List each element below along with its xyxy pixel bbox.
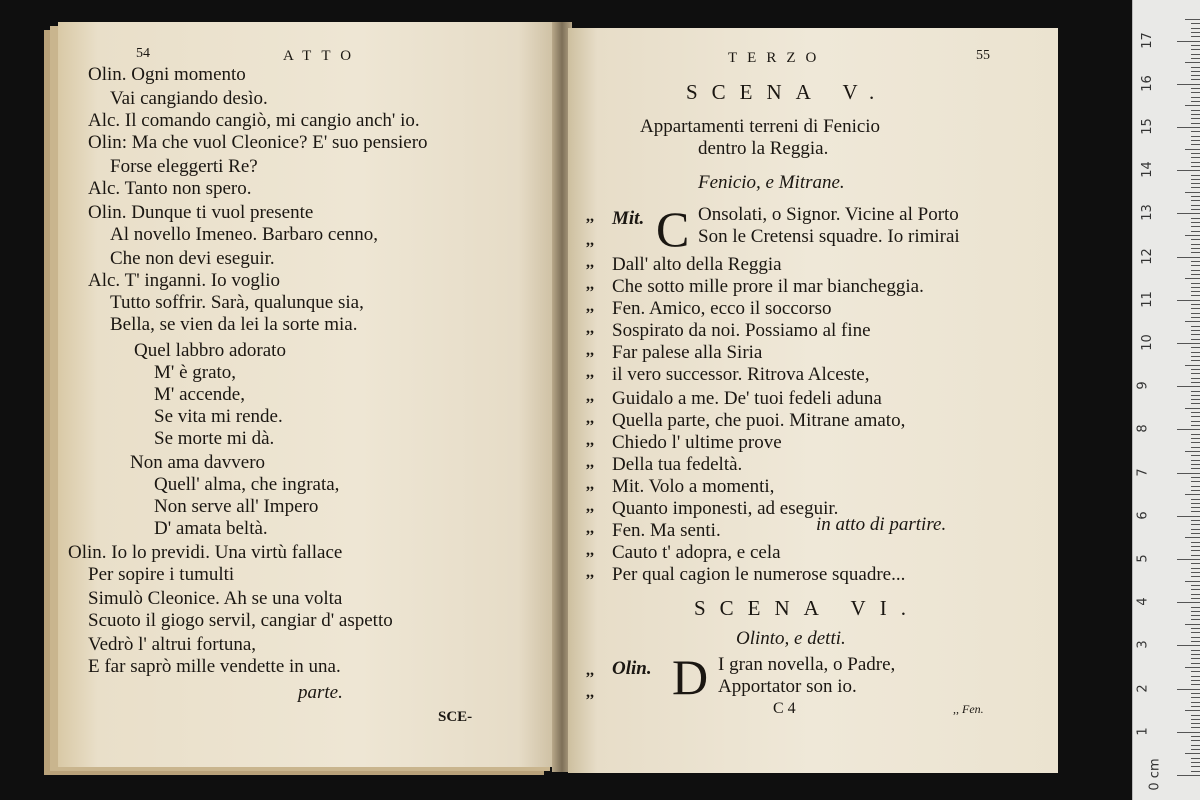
quote-mark: ,,	[586, 254, 594, 271]
ruler-label: 14	[1139, 161, 1155, 178]
verse-line: Chiedo l' ultime prove	[612, 432, 782, 453]
quote-mark: ,,	[586, 476, 594, 493]
ruler-tick	[1191, 239, 1200, 240]
ruler-tick	[1191, 252, 1200, 253]
quote-mark: ,,	[586, 684, 594, 701]
verse-line: Cauto t' adopra, e cela	[612, 542, 781, 563]
setting-line: Appartamenti terreni di Fenicio	[640, 116, 881, 137]
ruler-tick	[1185, 581, 1200, 582]
ruler-label: 1	[1135, 727, 1151, 736]
ruler-label: 11	[1139, 291, 1155, 308]
ruler-tick	[1191, 736, 1200, 737]
quote-mark: ,,	[586, 276, 594, 293]
ruler-tick	[1191, 369, 1200, 370]
ruler-tick	[1191, 654, 1200, 655]
ruler-tick	[1191, 92, 1200, 93]
verse-line: Bella, se vien da lei la sorte mia.	[110, 314, 358, 335]
ruler-tick	[1191, 283, 1200, 284]
ruler-tick	[1191, 632, 1200, 633]
ruler-tick	[1191, 403, 1200, 404]
setting-line: dentro la Reggia.	[698, 138, 829, 159]
ruler-tick	[1185, 62, 1200, 63]
ruler-tick	[1191, 438, 1200, 439]
ruler-tick	[1191, 209, 1200, 210]
ruler-tick	[1191, 594, 1200, 595]
ruler-tick	[1191, 356, 1200, 357]
ruler-tick	[1191, 339, 1200, 340]
ruler-tick	[1191, 222, 1200, 223]
ruler-tick	[1191, 265, 1200, 266]
verse-line: Tutto soffrir. Sarà, qualunque sia,	[110, 292, 364, 313]
ruler-tick	[1191, 79, 1200, 80]
ruler-label: 0 cm	[1147, 758, 1163, 791]
ruler-tick	[1177, 127, 1200, 128]
ruler-tick	[1191, 399, 1200, 400]
ruler-tick	[1191, 585, 1200, 586]
ruler-tick	[1191, 671, 1200, 672]
ruler-tick	[1191, 650, 1200, 651]
ruler-tick	[1191, 542, 1200, 543]
ruler-tick	[1191, 175, 1200, 176]
quote-mark: ,,	[586, 662, 594, 679]
verse-line: Simulò Cleonice. Ah se una volta	[88, 588, 343, 609]
ruler-tick	[1191, 205, 1200, 206]
ruler-tick	[1185, 494, 1200, 495]
ruler-tick	[1191, 326, 1200, 327]
measurement-ruler	[1132, 0, 1200, 800]
verse-line: Mit. Volo a momenti,	[612, 476, 775, 497]
stage-direction: in atto di partire.	[816, 514, 947, 535]
ruler-label: 13	[1139, 204, 1155, 222]
quote-mark: ,,	[586, 564, 594, 581]
ruler-tick	[1191, 382, 1200, 383]
ruler-tick	[1191, 758, 1200, 759]
ruler-tick	[1177, 41, 1200, 42]
ruler-tick	[1191, 576, 1200, 577]
ruler-tick	[1185, 537, 1200, 538]
ruler-tick	[1191, 187, 1200, 188]
ruler-tick	[1191, 680, 1200, 681]
ruler-tick	[1191, 425, 1200, 426]
scene-title: SCENA VI.	[694, 596, 920, 620]
speaker: Olin.	[612, 658, 652, 679]
drop-cap: D	[672, 649, 709, 705]
ruler-tick	[1191, 434, 1200, 435]
ruler-label: 4	[1135, 597, 1151, 606]
ruler-tick	[1191, 589, 1200, 590]
ruler-tick	[1177, 602, 1200, 603]
ruler-tick	[1191, 308, 1200, 309]
verse-line: Olin. Io lo previdi. Una virtù fallace	[68, 542, 343, 563]
ruler-tick	[1191, 54, 1200, 55]
ruler-tick	[1191, 619, 1200, 620]
ruler-tick	[1177, 84, 1200, 85]
ruler-tick	[1185, 278, 1200, 279]
ruler-tick	[1191, 766, 1200, 767]
ruler-tick	[1191, 693, 1200, 694]
ruler-label: 16	[1139, 75, 1155, 92]
ruler-tick	[1191, 28, 1200, 29]
ruler-tick	[1191, 511, 1200, 512]
ruler-tick	[1191, 481, 1200, 482]
ruler-tick	[1185, 105, 1200, 106]
drop-cap: C	[656, 201, 690, 257]
ruler-tick	[1191, 101, 1200, 102]
ruler-tick	[1191, 144, 1200, 145]
quote-mark: ,,	[586, 498, 594, 515]
ruler-tick	[1191, 153, 1200, 154]
ruler-tick	[1191, 676, 1200, 677]
ruler-tick	[1177, 473, 1200, 474]
ruler-tick	[1191, 179, 1200, 180]
verse-line: Quell' alma, che ingrata,	[154, 474, 340, 495]
verse-line: Apportator son io.	[718, 676, 857, 697]
ruler-tick	[1191, 464, 1200, 465]
ruler-tick	[1191, 607, 1200, 608]
quote-mark: ,,	[586, 542, 594, 559]
ruler-tick	[1191, 637, 1200, 638]
ruler-tick	[1177, 689, 1200, 690]
quote-mark: ,,	[586, 232, 594, 249]
ruler-tick	[1191, 550, 1200, 551]
ruler-tick	[1177, 429, 1200, 430]
verse-line: Della tua fedeltà.	[612, 454, 743, 475]
verse-line: parte.	[298, 682, 343, 703]
characters-line: Fenicio, e Mitrane.	[698, 172, 845, 193]
ruler-tick	[1191, 702, 1200, 703]
left-page	[58, 22, 558, 767]
verse-line: Son le Cretensi squadre. Io rimirai	[698, 226, 960, 247]
verse-line: Far palese alla Siria	[612, 342, 763, 363]
ruler-tick	[1191, 67, 1200, 68]
ruler-tick	[1191, 460, 1200, 461]
ruler-label: 2	[1135, 683, 1151, 693]
ruler-tick	[1191, 75, 1200, 76]
ruler-label: 12	[1139, 247, 1155, 265]
ruler-tick	[1191, 162, 1200, 163]
ruler-tick	[1191, 244, 1200, 245]
ruler-tick	[1185, 408, 1200, 409]
running-header: ATTO	[283, 48, 362, 64]
ruler-tick	[1177, 645, 1200, 646]
ruler-tick	[1191, 697, 1200, 698]
ruler-tick	[1191, 684, 1200, 685]
verse-line: Alc. T' inganni. Io voglio	[88, 270, 280, 291]
ruler-tick	[1191, 503, 1200, 504]
ruler-tick	[1191, 546, 1200, 547]
ruler-tick	[1191, 727, 1200, 728]
ruler-tick	[1191, 360, 1200, 361]
ruler-tick	[1191, 615, 1200, 616]
ruler-tick	[1191, 391, 1200, 392]
verse-line: D' amata beltà.	[154, 518, 268, 539]
ruler-tick	[1191, 196, 1200, 197]
ruler-tick	[1191, 762, 1200, 763]
verse-line: Onsolati, o Signor. Vicine al Porto	[698, 204, 959, 225]
ruler-tick	[1191, 200, 1200, 201]
ruler-label: 6	[1135, 511, 1151, 520]
ruler-tick	[1191, 477, 1200, 478]
ruler-tick	[1185, 667, 1200, 668]
verse-line: Alc. Il comando cangiò, mi cangio anch' io.	[88, 110, 420, 131]
ruler-tick	[1191, 313, 1200, 314]
verse-line: I gran novella, o Padre,	[718, 654, 896, 675]
ruler-tick	[1177, 516, 1200, 517]
ruler-tick	[1191, 88, 1200, 89]
ruler-tick	[1191, 533, 1200, 534]
verse-line: Olin: Ma che vuol Cleonice? E' suo pensiero	[88, 132, 428, 153]
ruler-tick	[1191, 563, 1200, 564]
verse-line: Non ama davvero	[130, 452, 266, 473]
ruler-tick	[1191, 486, 1200, 487]
ruler-tick	[1191, 330, 1200, 331]
ruler-tick	[1191, 231, 1200, 232]
ruler-tick	[1191, 455, 1200, 456]
quote-mark: ,,	[586, 364, 594, 381]
verse-line: E far saprò mille vendette in una.	[88, 656, 341, 677]
ruler-tick	[1191, 136, 1200, 137]
scene-title: SCENA V.	[686, 80, 889, 104]
verse-line: M' accende,	[154, 384, 245, 405]
ruler-tick	[1177, 257, 1200, 258]
verse-line: Non serve all' Impero	[154, 496, 319, 517]
verse-line: Fen. Amico, ecco il soccorso	[612, 298, 832, 319]
ruler-tick	[1191, 447, 1200, 448]
ruler-tick	[1191, 641, 1200, 642]
verse-line: Olin. Ogni momento	[88, 64, 246, 85]
ruler-tick	[1191, 421, 1200, 422]
ruler-tick	[1191, 507, 1200, 508]
verse-line: Se vita mi rende.	[154, 406, 283, 427]
page-number: 54	[136, 46, 150, 61]
verse-line: Forse eleggerti Re?	[110, 156, 258, 177]
quote-mark: ,,	[586, 410, 594, 427]
ruler-tick	[1191, 373, 1200, 374]
ruler-tick	[1191, 442, 1200, 443]
ruler-tick	[1191, 49, 1200, 50]
ruler-tick	[1191, 157, 1200, 158]
ruler-tick	[1191, 412, 1200, 413]
quote-mark: ,,	[586, 208, 594, 225]
ruler-tick	[1191, 520, 1200, 521]
verse-line: Dall' alto della Reggia	[612, 254, 782, 275]
ruler-tick	[1191, 118, 1200, 119]
ruler-tick	[1177, 300, 1200, 301]
characters-line: Olinto, e detti.	[736, 628, 846, 649]
ruler-tick	[1191, 745, 1200, 746]
quote-mark: ,,	[586, 432, 594, 449]
ruler-tick	[1177, 386, 1200, 387]
ruler-tick	[1191, 555, 1200, 556]
quote-mark: ,,	[586, 320, 594, 337]
ruler-tick	[1191, 499, 1200, 500]
ruler-label: 3	[1135, 640, 1151, 650]
ruler-tick	[1185, 710, 1200, 711]
speaker: Mit.	[612, 208, 645, 229]
verse-line: Olin. Dunque ti vuol presente	[88, 202, 314, 223]
ruler-tick	[1191, 36, 1200, 37]
verse-line: Che sotto mille prore il mar biancheggia.	[612, 276, 924, 297]
ruler-tick	[1191, 723, 1200, 724]
ruler-tick	[1185, 624, 1200, 625]
ruler-tick	[1191, 287, 1200, 288]
ruler-tick	[1191, 226, 1200, 227]
ruler-tick	[1191, 248, 1200, 249]
ruler-tick	[1191, 71, 1200, 72]
ruler-tick	[1191, 628, 1200, 629]
ruler-tick	[1191, 291, 1200, 292]
ruler-tick	[1191, 114, 1200, 115]
ruler-label: 9	[1135, 381, 1151, 390]
ruler-tick	[1191, 58, 1200, 59]
ruler-tick	[1191, 572, 1200, 573]
ruler-tick	[1191, 490, 1200, 491]
ruler-tick	[1191, 719, 1200, 720]
quote-mark: ,,	[586, 342, 594, 359]
ruler-tick	[1185, 19, 1200, 20]
ruler-tick	[1177, 775, 1200, 776]
ruler-tick	[1191, 32, 1200, 33]
ruler-label: 10	[1139, 334, 1155, 351]
ruler-tick	[1191, 97, 1200, 98]
ruler-tick	[1177, 343, 1200, 344]
ruler-tick	[1185, 149, 1200, 150]
ruler-tick	[1191, 45, 1200, 46]
ruler-label: 8	[1135, 424, 1151, 434]
ruler-tick	[1191, 395, 1200, 396]
ruler-tick	[1191, 270, 1200, 271]
ruler-tick	[1191, 334, 1200, 335]
verse-line: Quanto imponesti, ad eseguir.	[612, 498, 839, 519]
ruler-tick	[1191, 524, 1200, 525]
ruler-tick	[1191, 352, 1200, 353]
ruler-tick	[1191, 140, 1200, 141]
ruler-tick	[1191, 749, 1200, 750]
ruler-tick	[1191, 416, 1200, 417]
ruler-label: 15	[1139, 118, 1155, 135]
verse-line: Sospirato da noi. Possiamo al fine	[612, 320, 871, 341]
ruler-tick	[1191, 183, 1200, 184]
ruler-tick	[1191, 166, 1200, 167]
ruler-tick	[1177, 170, 1200, 171]
verse-line: Vai cangiando desìo.	[110, 88, 268, 109]
ruler-tick	[1191, 295, 1200, 296]
page-number: 55	[976, 48, 990, 63]
catchword: ,, Fen.	[953, 702, 984, 716]
ruler-tick	[1191, 261, 1200, 262]
verse-line: Per qual cagion le numerose squadre...	[612, 564, 906, 585]
verse-line: M' è grato,	[154, 362, 237, 383]
verse-line: Quella parte, che puoi. Mitrane amato,	[612, 410, 906, 431]
verse-line: Se morte mi dà.	[154, 428, 275, 449]
ruler-label: 7	[1135, 467, 1151, 477]
ruler-tick	[1191, 529, 1200, 530]
quote-mark: ,,	[586, 388, 594, 405]
ruler-tick	[1191, 611, 1200, 612]
verse-line: Vedrò l' altrui fortuna,	[88, 634, 257, 655]
ruler-tick	[1191, 347, 1200, 348]
verse-line: Fen. Ma senti.	[612, 520, 721, 541]
ruler-tick	[1191, 706, 1200, 707]
right-page	[568, 28, 1058, 773]
ruler-tick	[1191, 658, 1200, 659]
verse-line: SCE-	[438, 709, 473, 725]
signature-mark: C 4	[773, 700, 796, 717]
ruler-label: 5	[1135, 554, 1151, 563]
ruler-tick	[1191, 378, 1200, 379]
ruler-tick	[1177, 732, 1200, 733]
ruler-tick	[1191, 218, 1200, 219]
ruler-tick	[1185, 753, 1200, 754]
ruler-tick	[1191, 274, 1200, 275]
ruler-tick	[1191, 715, 1200, 716]
verse-line: Per sopire i tumulti	[88, 564, 235, 585]
quote-mark: ,,	[586, 520, 594, 537]
ruler-tick	[1191, 598, 1200, 599]
verse-line: Al novello Imeneo. Barbaro cenno,	[110, 224, 379, 245]
ruler-tick	[1191, 468, 1200, 469]
ruler-tick	[1191, 131, 1200, 132]
ruler-tick	[1185, 192, 1200, 193]
ruler-tick	[1191, 304, 1200, 305]
ruler-label: 17	[1139, 31, 1155, 49]
verse-line: Che non devi eseguir.	[110, 248, 275, 269]
ruler-tick	[1185, 365, 1200, 366]
ruler-tick	[1191, 740, 1200, 741]
verse-line: Guidalo a me. De' tuoi fedeli aduna	[612, 388, 882, 409]
verse-line: il vero successor. Ritrova Alceste,	[612, 364, 870, 385]
quote-mark: ,,	[586, 298, 594, 315]
ruler-tick	[1191, 123, 1200, 124]
ruler-tick	[1185, 451, 1200, 452]
ruler-tick	[1185, 235, 1200, 236]
verse-line: Scuoto il giogo servil, cangiar d' aspetto	[88, 610, 393, 631]
running-header: TERZO	[728, 50, 827, 66]
ruler-tick	[1177, 559, 1200, 560]
ruler-tick	[1185, 321, 1200, 322]
ruler-tick	[1191, 317, 1200, 318]
ruler-tick	[1191, 663, 1200, 664]
ruler-tick	[1191, 110, 1200, 111]
ruler-tick	[1191, 23, 1200, 24]
verse-line: Quel labbro adorato	[134, 340, 286, 361]
verse-line: Alc. Tanto non spero.	[88, 178, 252, 199]
ruler-tick	[1177, 213, 1200, 214]
ruler-tick	[1191, 771, 1200, 772]
quote-mark: ,,	[586, 454, 594, 471]
ruler-tick	[1191, 568, 1200, 569]
